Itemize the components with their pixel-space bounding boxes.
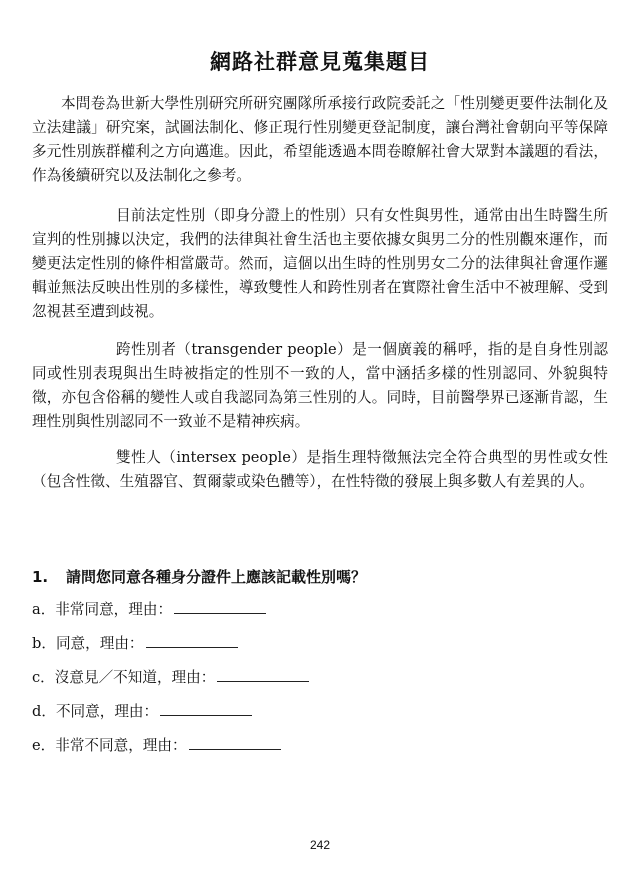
- option-label: 同意，理由：: [55, 635, 144, 652]
- option-label: 不同意，理由：: [55, 703, 159, 720]
- legal-gender-paragraph: 目前法定性別（即身分證上的性別）只有女性與男性，通常由出生時醫生所宣判的性別據以決定，我們的法律與社會生活也主要依據女與男二分的性別觀來運作，而變更法定性別的條件相當嚴苛。然而，這個以出生時的性別男女二分的法律與社會運作邏輯並無法反映出性別的多樣性，導致雙性人和跨性別者在實際社會生活中不被理解、受到忽視甚至遭到歧視。: [32, 207, 608, 320]
- option-letter: b．: [32, 635, 56, 652]
- page-title: 網路社群意見蒐集題目: [210, 50, 430, 74]
- question-text: 請問您同意各種身分證件上應該記載性別嗎？: [66, 568, 367, 586]
- option-a[interactable]: [32, 598, 608, 632]
- option-label: 非常不同意，理由：: [55, 737, 187, 754]
- option-letter: d．: [32, 703, 56, 720]
- option-d[interactable]: [32, 700, 608, 734]
- reason-blank[interactable]: [189, 735, 281, 750]
- reason-blank[interactable]: [146, 633, 238, 648]
- option-letter: a．: [32, 601, 56, 618]
- answer-options: [32, 598, 608, 768]
- question-1: [32, 566, 608, 587]
- question-number: 1.: [32, 568, 49, 586]
- reason-blank[interactable]: [174, 599, 266, 614]
- intersex-paragraph: 雙性人（intersex people）是指生理特徵無法完全符合典型的男性或女性（包含性徵、生殖器官、賀爾蒙或染色體等），在性特徵的發展上與多數人有差異的人。: [32, 449, 608, 490]
- option-letter: e．: [32, 737, 56, 754]
- page-number: 242: [309, 838, 331, 852]
- option-e[interactable]: [32, 734, 608, 768]
- reason-blank[interactable]: [160, 701, 252, 716]
- option-b[interactable]: [32, 632, 608, 666]
- intro-paragraph: 本問卷為世新大學性別研究所研究團隊所承接行政院委託之「性別變更要件法制化及立法建議」研究案，試圖法制化、修正現行性別變更登記制度，讓台灣社會朝向平等保障多元性別族群權利之方向邁進。因此，希望能透過本問卷瞭解社會大眾對本議題的看法，作為後續研究以及法制化之參考。: [32, 95, 608, 184]
- reason-blank[interactable]: [217, 667, 309, 682]
- option-label: 沒意見／不知道，理由：: [54, 669, 216, 686]
- option-letter: c．: [32, 669, 55, 686]
- option-label: 非常同意，理由：: [55, 601, 173, 618]
- transgender-paragraph: 跨性別者（transgender people）是一個廣義的稱呼，指的是自身性別認同或性別表現與出生時被指定的性別不一致的人，當中涵括多樣的性別認同、外貌與特徵，亦包含俗稱的變性人或自我認同為第三性別的人。同時，目前醫學界已逐漸肯認，生理性別與性別認同不一致並不是精神疾病。: [32, 341, 608, 430]
- option-c[interactable]: [32, 666, 608, 700]
